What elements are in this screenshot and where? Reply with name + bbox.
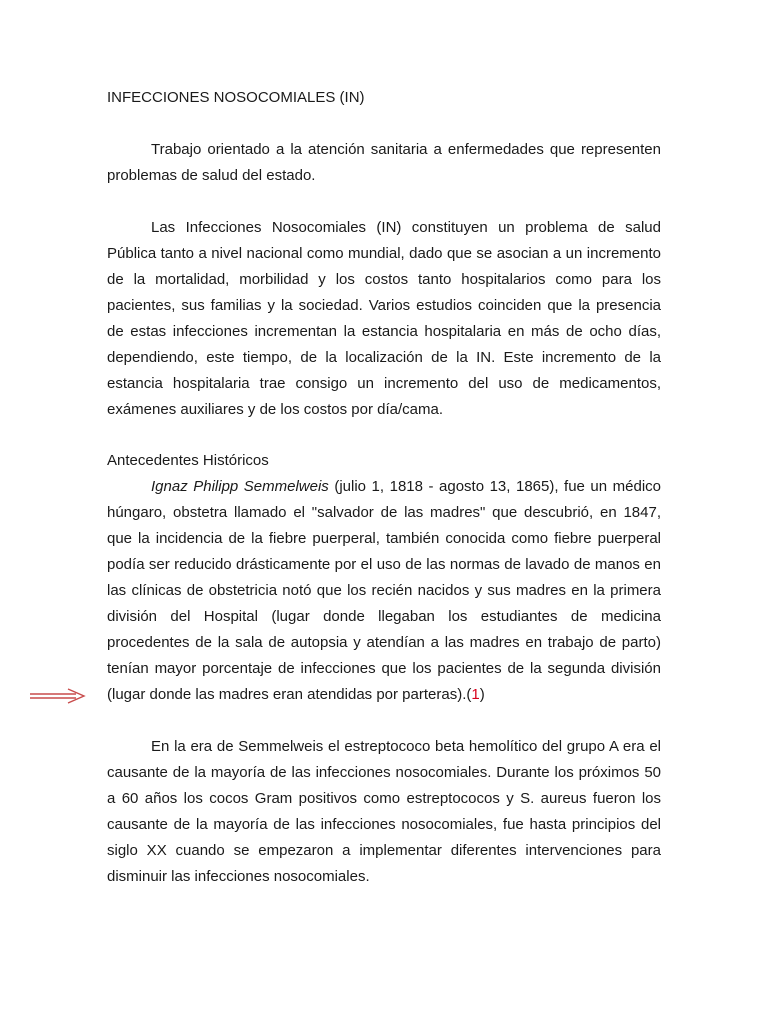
definition-paragraph: Las Infecciones Nosocomiales (IN) constituyen un problema de salud Pública tanto a nivel nacional como mundial, dado que se asocian a un incremento de la mortalidad, morbilidad y los costos tanto hospitalarios como para los pacientes, sus familias y la sociedad. Varios estudios coinciden que la presencia de estas infecciones incrementan la estancia hospitalaria en más de ocho días, dependiendo, este tiempo, de la localización de la IN. Este incremento de la estancia hospitalaria trae consigo un incremento del uso de medicamentos, exámenes auxiliares y de los costos por día/cama.: [107, 219, 661, 418]
person-name: Ignaz Philipp Semmelweis: [151, 478, 329, 495]
history-paragraph: [107, 474, 661, 708]
history-text: (julio 1, 1818 - agosto 13, 1865), fue un médico húngaro, obstetra llamado el "salvador de las madres" que descubrió, en 1847, que la incidencia de la fiebre puerperal, también conocida como fiebre puerperal podía ser reducido drásticamente por el uso de las normas de lavado de manos en las clínicas de obstetricia notó que los recién nacidos y sus madres en la primera división del Hospital (lugar donde llegaban los estudiantes de medicina procedentes de la sala de autopsia y atendían a las madres en trabajo de parto) tenían mayor porcentaje de infecciones que los pacientes de la segunda división (lugar donde las madres eran atendidas por parteras).(: [107, 478, 661, 703]
arrow-right-icon: [30, 688, 86, 704]
intro-paragraph: Trabajo orientado a la atención sanitaria a enfermedades que representen problemas de salud del estado.: [107, 141, 661, 184]
history-text-close: ): [479, 686, 485, 703]
section-heading: Antecedentes Históricos: [107, 452, 269, 469]
era-paragraph: En la era de Semmelweis el estreptococo beta hemolítico del grupo A era el causante de la mayoría de las infecciones nosocomiales. Durante los próximos 50 a 60 años los cocos Gram positivos como estreptococos y S. aureus fueron los causante de la mayoría de las infecciones nosocomiales, fue hasta principios del siglo XX cuando se empezaron a implementar diferentes intervenciones para disminuir las infecciones nosocomiales.: [107, 738, 661, 885]
reference-link[interactable]: 1: [471, 686, 480, 703]
document-title: INFECCIONES NOSOCOMIALES (IN): [107, 89, 365, 106]
